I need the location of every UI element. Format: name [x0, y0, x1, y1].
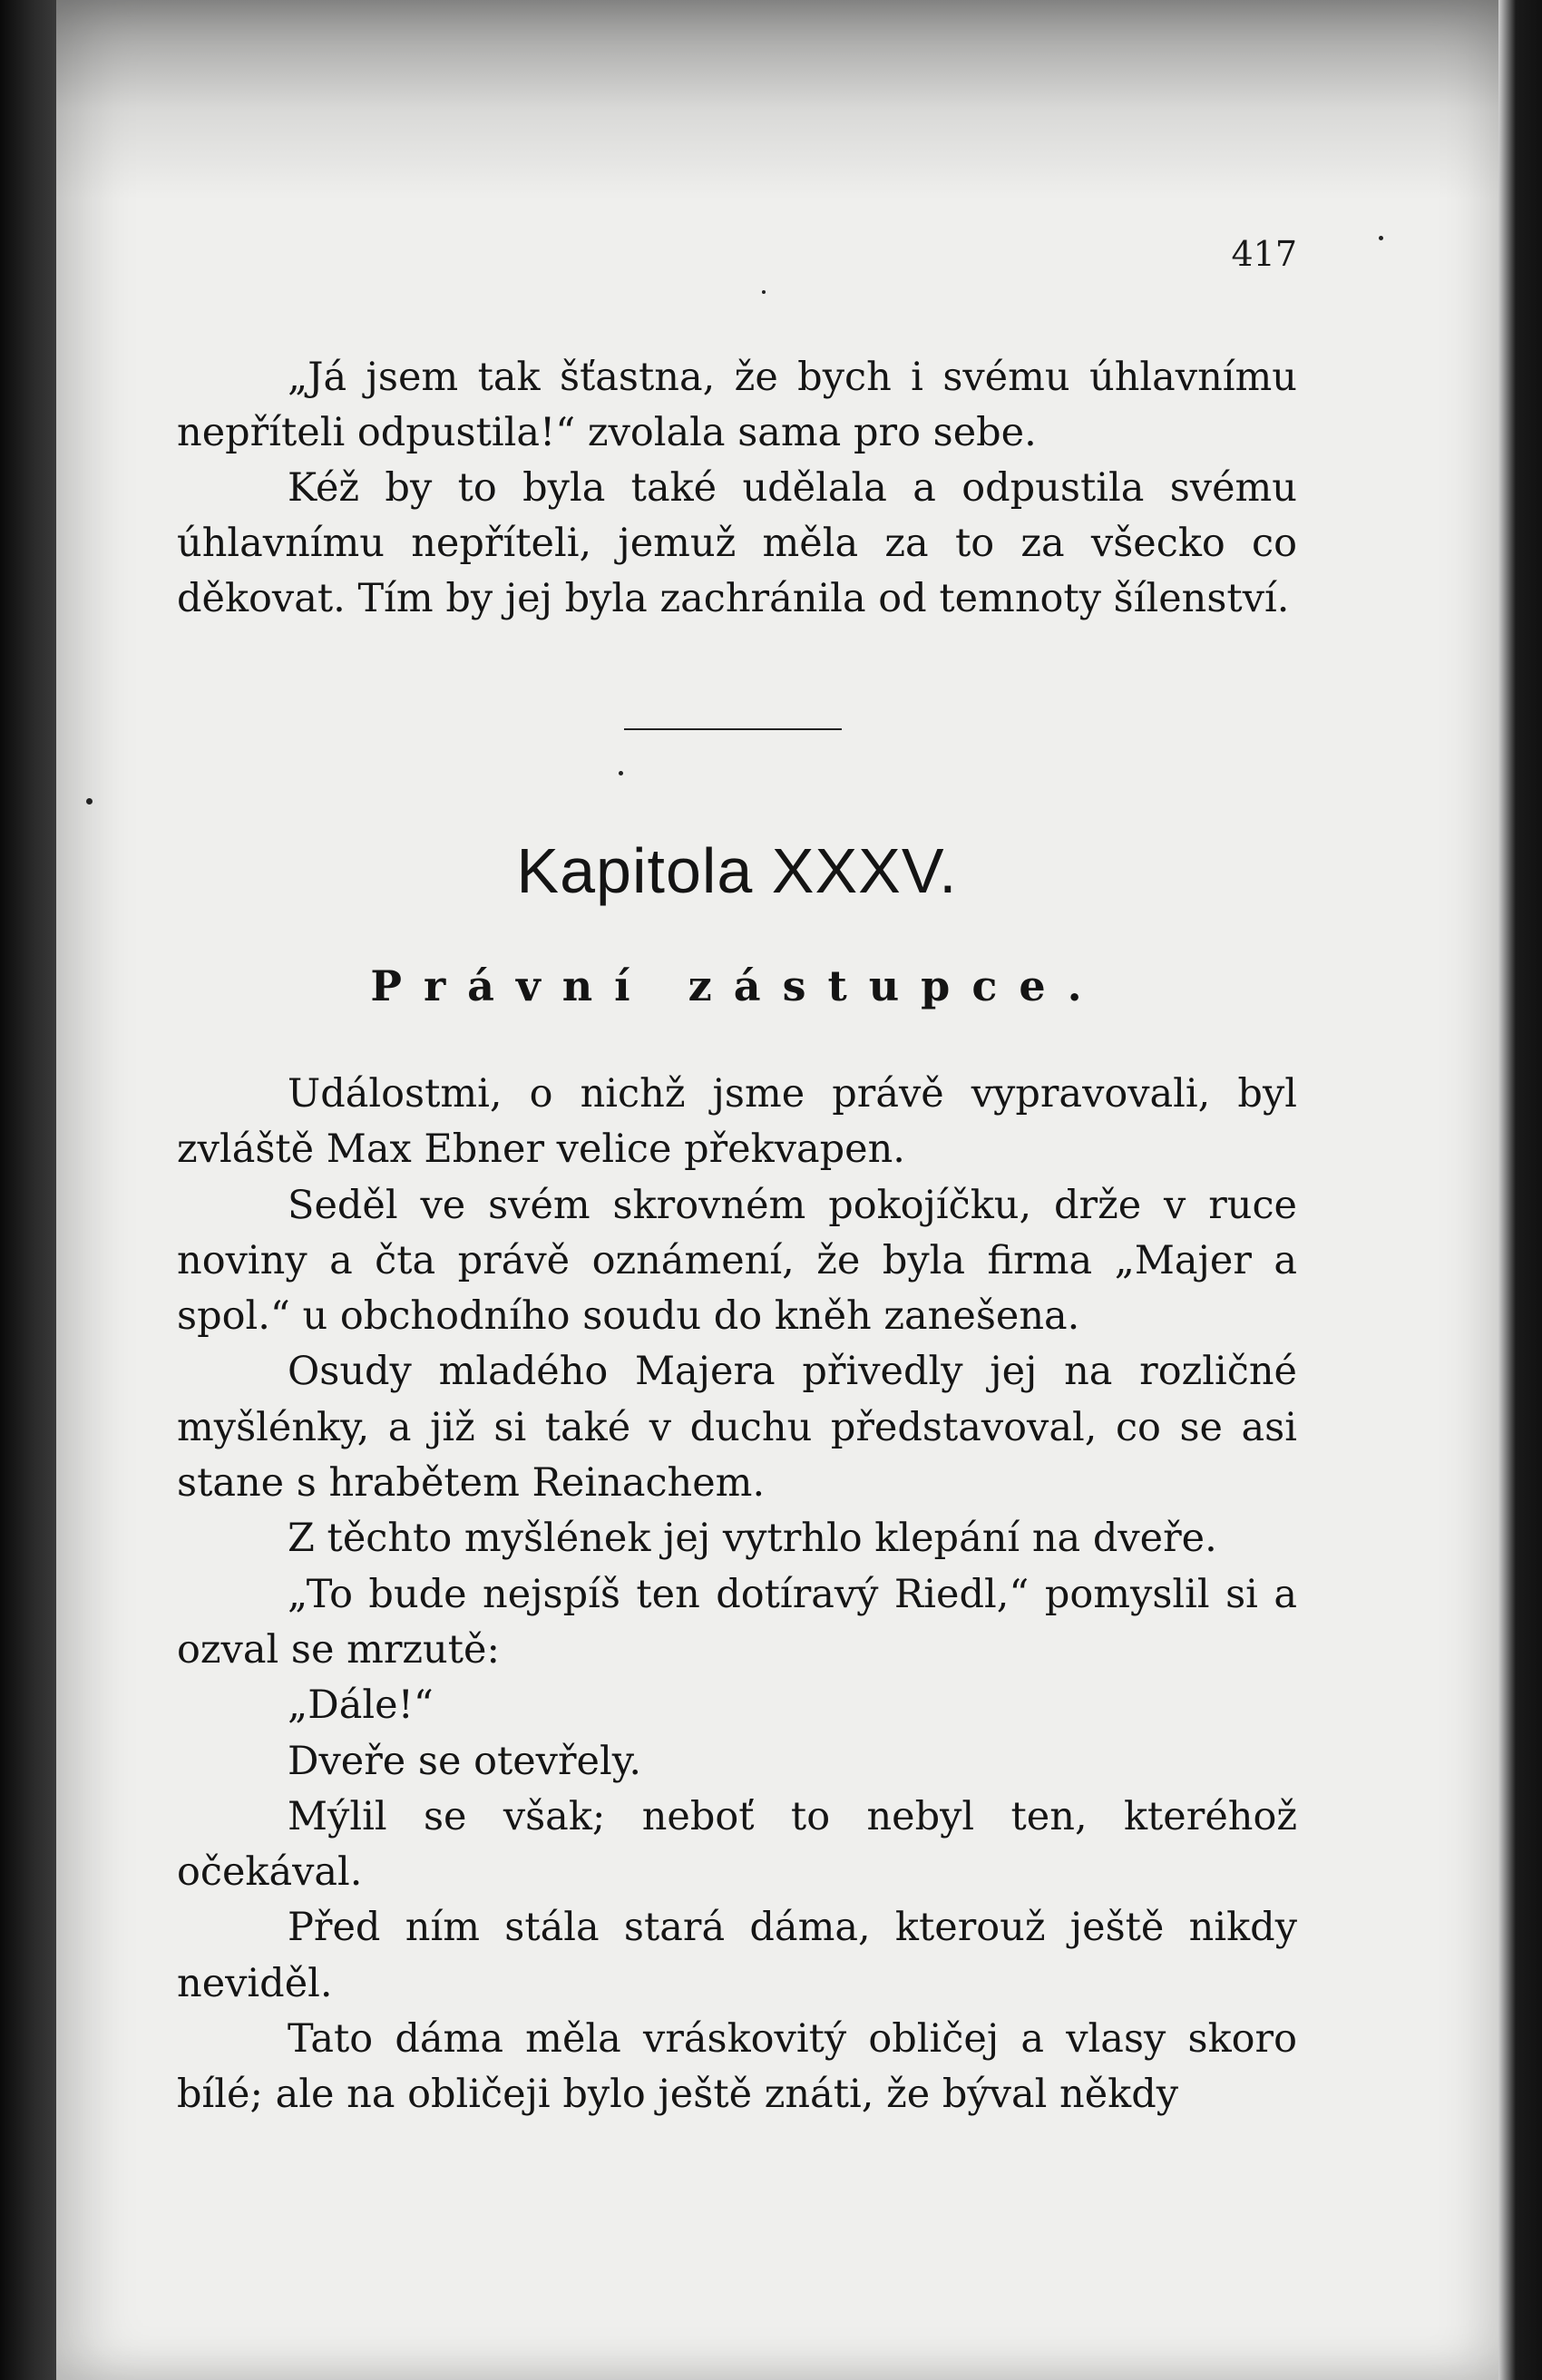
scan-left-border [0, 0, 56, 2380]
scan-top-shadow [56, 0, 1498, 200]
paragraph: Mýlil se však; neboť to nebyl ten, kteréhož očekával. [177, 1793, 1297, 1896]
paragraph: Dveře se otevřely. [288, 1738, 641, 1784]
paragraph: Tato dáma měla vráskovitý obličej a vlasy skoro bílé; ale na obličeji bylo ještě znáti, že býval někdy [177, 2016, 1297, 2118]
section-end-text [177, 350, 1297, 627]
paragraph: Osudy mladého Majera přivedly jej na rozličné myšlénky, a již si také v duchu představoval, co se asi stane s hrabětem Reinachem. [177, 1349, 1297, 1507]
chapter-title: Kapitola XXXV. [516, 835, 958, 906]
section-divider [624, 728, 842, 730]
page-number: 417 [1231, 234, 1297, 274]
paragraph: „To bude nejspíš ten dotíravý Riedl,“ pomyslil si a ozval se mrzutě: [177, 1571, 1297, 1673]
scan-speck [619, 771, 623, 775]
scan-speck [1379, 236, 1383, 240]
scan-right-border [1498, 0, 1542, 2380]
paragraph: Událostmi, o nichž jsme právě vypravovali, byl zvláště Max Ebner velice překvapen. [177, 1071, 1297, 1173]
paragraph: „Dále!“ [288, 1683, 434, 1729]
paragraph: „Já jsem tak šťastna, že bych i svému úhlavnímu nepříteli odpustila!“ zvolala sama pro sebe. [177, 355, 1297, 455]
paragraph: Kéž by to byla také udělala a odpustila svému úhlavnímu nepříteli, jemuž měla za to za všecko co děkovat. Tím by jej byla zachránila od temnoty šílenství. [177, 465, 1297, 621]
paragraph: Před ním stála stará dáma, kterouž ještě nikdy neviděl. [177, 1905, 1297, 2006]
chapter-body-text [177, 1067, 1297, 2123]
chapter-subtitle: Právní zástupce. [370, 961, 1104, 1010]
paragraph: Seděl ve svém skrovném pokojíčku, drže v ruce noviny a čta právě oznámení, že byla firma „Majer a spol.“ u obchodního soudu do kněh zanešena. [177, 1182, 1297, 1340]
scan-speck [86, 798, 93, 805]
scan-speck [762, 290, 766, 294]
paragraph: Z těchto myšlének jej vytrhlo klepání na dveře. [288, 1516, 1217, 1562]
